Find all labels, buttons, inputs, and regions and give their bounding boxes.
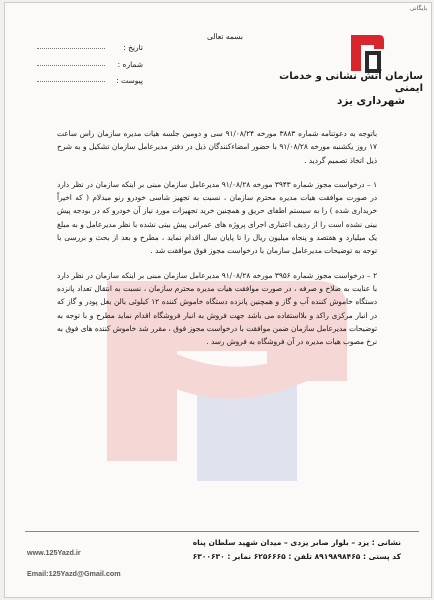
archive-label: بایگانی [410, 5, 427, 12]
letter-body [57, 127, 377, 359]
date-dotted-line [37, 48, 105, 49]
item-2-paragraph: ۲ – درخواست مجوز شماره ۳۹۵۶ مورخه ۹۱/۰۸/۲۸ مدیرعامل سازمان مبنی بر اینکه سازمان در نظر دارد با عنایت به صلاح و صرفه ، در صورت موافقت هیات مدیره محترم سازمان ، نسبت به انتقال تعداد پانزده دستگاه خاموش کننده آب و گاز و همچنین پانزده دستگاه خاموش کننده ۱۲ کیلوئی بالن بغل پودر و گاز که در انبار مرکزی راکد و بلااستفاده می باشد جهت فروش به انبار فروشگاه اقدام نماید مطرح و با توجه به توضیحات مدیرعامل سازمان ضمن موافقت با درخواست مجوز فوق ، مقرر شد خاموش کننده های فوق به نرخ مصوب هیات مدیره در آن فروشگاه به فروش رسد . [57, 270, 378, 347]
fire-department-logo-icon [347, 31, 387, 75]
number-dotted-line [37, 65, 105, 66]
footer-website: www.125Yazd.ir [27, 548, 81, 557]
footer-email: Email:125Yazd@Gmail.com [27, 569, 121, 578]
footer-address: نشانی : یزد – بلوار صابر یزدی – میدان شهید سلطان پناه [192, 538, 401, 547]
org-name-line2: شهرداری یزد [337, 95, 405, 107]
intro-paragraph: باتوجه به دعوتنامه شماره ۳۸۸۳ مورخه ۹۱/۰۸/۲۴ سی و دومین جلسه هیات مدیره سازمان راس ساعت ۱۷ روز یکشنبه مورخه ۹۱/۰۸/۲۸ با حضور امضاءکنندگان ذیل در دفتر مدیرعامل سازمان تشکیل و به شرح ذیل اتخاذ تصمیم گردید . [57, 129, 377, 165]
attachment-field [33, 76, 143, 85]
item-1-paragraph: ۱ – درخواست مجوز شماره ۳۹۴۳ مورخه ۹۱/۰۸/۲۸ مدیرعامل سازمان مبنی بر اینکه سازمان در نظر دارد در صورت موافقت هیات مدیره محترم سازمان ، نسبت به تجهیز شاسی خودرو رنو میدلام ( که اخیراً خریداری شده ) را به سیستم اطفای حریق و همچنین خرید تجهیزات مورد نیاز آن خودرو که در بودجه پیش بینی نشده است را از ردیف اعتباری اجرای پروژه های عمرانی پیش بینی نشده با نظر مدیرعامل و به مبلغ یک میلیارد و هفتصد و پنجاه میلیون ریال را تا پایان سال اقدام نماید ، مطرح و بعد از بحث و بررسی با توجه به توضیحات مدیرعامل سازمان با درخواست مجوز فوق موافقت شد . [57, 179, 378, 256]
footer-divider [25, 531, 419, 532]
number-field [33, 60, 143, 69]
date-label: تاریخ : [123, 43, 143, 52]
invocation-text: بسمه تعالی [206, 32, 244, 41]
attachment-label: پیوست : [116, 76, 143, 85]
date-field [33, 43, 143, 52]
letter-page [4, 2, 432, 598]
footer-address-block [181, 536, 401, 564]
organization-name [253, 71, 423, 107]
number-label: شماره : [117, 60, 143, 69]
attachment-dotted-line [37, 81, 105, 82]
org-name-line1: سازمان آتش نشانی و خدمات ایمنی [279, 71, 423, 94]
footer-postal-phone: کد پستی : ۸۹۱۹۸۹۸۴۶۵ تلفن : ۶۲۵۶۶۶۵ نمابر : ۶۳۰۰۶۳۰ [192, 552, 401, 561]
